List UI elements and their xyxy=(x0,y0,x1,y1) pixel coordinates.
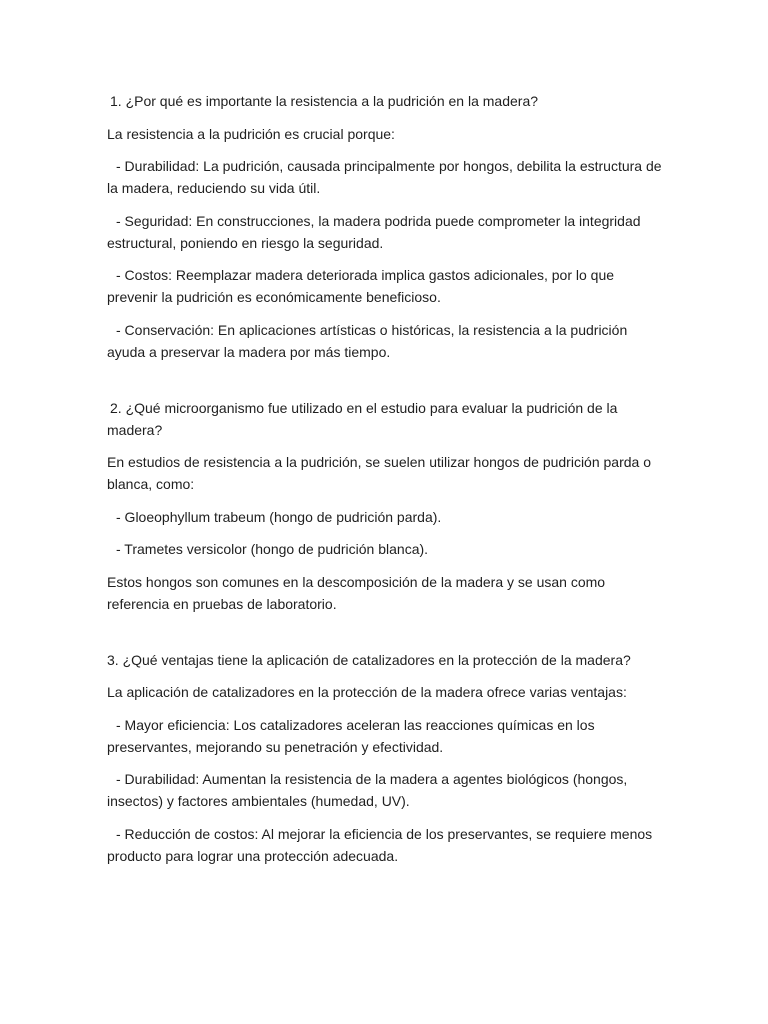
answer-1-durabilidad: - Durabilidad: La pudrición, causada principalmente por hongos, debilita la estructura de la madera, reduciendo su vida útil. xyxy=(107,158,666,196)
answer-2-conclusion: Estos hongos son comunes en la descomposición de la madera y se usan como referencia en pruebas de laboratorio. xyxy=(107,573,609,612)
answer-1-seguridad: - Seguridad: En construcciones, la madera podrida puede comprometer la integridad estructural, poniendo en riesgo la seguridad. xyxy=(107,212,645,251)
answer-2-gloeophyllum: - Gloeophyllum trabeum (hongo de pudrición parda). xyxy=(116,508,442,525)
answer-1-intro: La resistencia a la pudrición es crucial porque: xyxy=(107,125,395,142)
answer-3-eficiencia: - Mayor eficiencia: Los catalizadores aceleran las reacciones químicas en los preservantes, mejorando su penetración y efectividad. xyxy=(107,716,599,755)
question-1: 1. ¿Por qué es importante la resistencia a la pudrición en la madera? xyxy=(110,93,539,109)
document-body xyxy=(107,90,667,867)
answer-1-costos: - Costos: Reemplazar madera deteriorada implica gastos adicionales, por lo que prevenir la pudrición es económicamente beneficioso. xyxy=(107,267,618,305)
answer-1-conservacion: - Conservación: En aplicaciones artísticas o históricas, la resistencia a la pudrición ayuda a preservar la madera por más tiempo. xyxy=(107,321,632,360)
answer-3-reduccion: - Reducción de costos: Al mejorar la eficiencia de los preservantes, se requiere menos producto para lograr una protección adecuada. xyxy=(107,825,657,864)
question-2: 2. ¿Qué microorganismo fue utilizado en el estudio para evaluar la pudrición de la madera? xyxy=(107,399,618,438)
answer-3-intro: La aplicación de catalizadores en la protección de la madera ofrece varias ventajas: xyxy=(107,684,627,700)
answer-3-durabilidad: - Durabilidad: Aumentan la resistencia de la madera a agentes biológicos (hongos, insectos) y factores ambientales (humedad, UV). xyxy=(107,771,632,809)
answer-2-intro: En estudios de resistencia a la pudrición, se suelen utilizar hongos de pudrición parda o blanca, como: xyxy=(107,454,655,492)
answer-2-trametes: - Trametes versicolor (hongo de pudrición blanca). xyxy=(116,541,429,557)
question-3: 3. ¿Qué ventajas tiene la aplicación de catalizadores en la protección de la madera? xyxy=(107,651,631,668)
